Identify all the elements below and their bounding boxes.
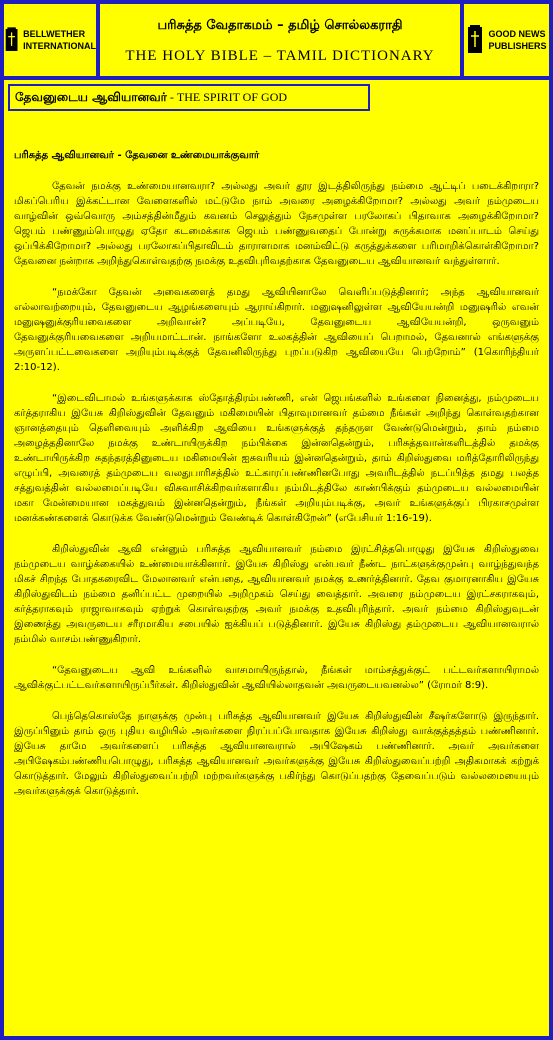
title-tamil: பரிசுத்த வேதாகமம் – தமிழ் சொல்லகராதி	[157, 18, 403, 33]
section-title-tamil: தேவனுடைய ஆவியானவர்	[15, 90, 167, 104]
section-title-box	[8, 84, 370, 111]
bellwether-logo	[4, 4, 96, 76]
paragraph: கிறிஸ்துவின் ஆவி என்னும் பரிசுத்த ஆவியானவர் நம்மை இரட்சித்தபொழுது இயேசு கிறிஸ்துவை நம்முடைய வாழ்க்கையில் உண்மையாக்கினார். இயேசு கிறிஸ்து என்பவர் நீண்ட நாட்களுக்குமுன்பு வாழ்ந்துவந்த மிகச் சிறந்த போதகரைவிட மேலானவர் என்பதை, ஆவியானவர் நமக்கு உணர்த்தினார். தேவ குமாரனாகிய இயேசு கிறிஸ்துவிடம் நம்மை தனிப்பட்ட முறையில் அறிமுகம் செய்து வைத்தார். அவரை நம்முடைய இரட்சகராகவும், கர்த்தராகவும் ராஜாவாகவும் ஏற்றுக் கொள்வதற்கு அவர் நமக்கு உதவிபுரிந்தார். அவர் நம்மை கிறிஸ்துவுடன் இணைத்து அவருடைய சரீரமாகிய சபையில் ஐக்கியப் படுத்தினார். இயேசு கிறிஸ்து தம்முடைய ஆவியானவரால் நம்மில் வாசம்பண்ணுகிறார்.	[14, 544, 539, 645]
good-news-logo-text	[488, 28, 546, 52]
article-subheading: பரிசுத்த ஆவியானவர் - தேவனை உண்மையாக்குவார்	[14, 150, 260, 161]
section-title-english: - THE SPIRIT OF GOD	[166, 90, 288, 104]
book-icon	[4, 23, 19, 57]
logo-line-1: GOOD NEWS	[488, 29, 546, 39]
main-content	[4, 80, 549, 1036]
scripture-quote: “நமக்கோ தேவன் அவைகளைத் தமது ஆவியினாலே வெளிப்படுத்தினார்; அந்த ஆவியானவர் எல்லாவற்றையும், தேவனுடைய ஆழங்களையும் ஆராய்கிறார். மனுஷனிலுள்ள ஆவியேயன்றி மனுஷரில் எவன் மனுஷனுக்குரியவைகளை அறிவான்? அப்படியே, தேவனுடைய ஆவியேயன்றி, ஒருவனும் தேவனுக்குரியவைகளை அறியமாட்டான். நாங்களோ உலகத்தின் ஆவியைப் பெறாமல், தேவனால் எங்களுக்கு அருளப்பட்டவைகளை அறியும்படிக்குத் தேவனிலிருந்து புறப்படுகிற ஆவியையே பெற்றோம்” (1கொரிந்தியர் 2:10-12).	[14, 287, 539, 373]
logo-line-2: INTERNATIONAL	[23, 41, 96, 51]
paragraph: பெந்தெகொஸ்தே நாளுக்கு முன்பு பரிசுத்த ஆவியானவர் இயேசு கிறிஸ்துவின் சீஷர்களோடு இருந்தார். இருப்பினும் தாம் ஒரு புதிய வழியில் அவர்களை நிரப்பப்போவதாக இயேசு கிறிஸ்து வாக்குத்தத்தம் பண்ணினார். இயேசு தாமே அவர்களைப் பரிசுத்த ஆவியானவரால் அபிஷேகம் பண்ணினார். அவர் அவர்களை அபிஷேகம்பண்ணியபொழுது, பரிசுத்த ஆவியானவர் அவர்களுக்கு இயேசு கிறிஸ்துவைப்பற்றி அதிகமாகக் கற்றுக் கொடுத்தார். மேலும் கிறிஸ்துவைப்பற்றி மற்றவர்களுக்கு பகிர்ந்து கொடுப்பதற்கு தேவைப்படும் வல்லமையையும் அவர்களுக்குக் கொடுத்தார்.	[14, 711, 539, 797]
bellwether-logo-text	[23, 28, 96, 52]
scripture-quote: “தேவனுடைய ஆவி உங்களில் வாசமாயிருந்தால், நீங்கள் மாம்சத்துக்குட் பட்டவர்களாயிராமல் ஆவிக்குட்பட்டவர்களாயிருப்பீர்கள். கிறிஸ்துவின் ஆவியில்லாதவன் அவருடையவனல்ல” (ரோமர் 8:9).	[14, 665, 539, 691]
title-english: THE HOLY BIBLE – TAMIL DICTIONARY	[125, 48, 435, 64]
good-news-logo	[464, 4, 549, 76]
logo-line-2: PUBLISHERS	[488, 41, 547, 51]
article-body	[14, 148, 539, 815]
paragraph: தேவன் நமக்கு உண்மையானவரா? அல்லது அவர் தூர இடத்திலிருந்து நம்மை ஆட்டிப் படைக்கிறாரா? மிகப்பெரிய இக்கட்டான வேளைகளில் மட்டுமே நாம் அவரை அழைக்கிறோமா? அல்லது அவர் நம்முடைய வாழ்வின் ஒவ்வொரு அம்சத்தின்மீதும் கவனம் செலுத்தும் நேசமுள்ள பரலோகப் பிதாவாக அழைக்கிறோமா? ஜெபம் பண்ணும்பொழுது ஏதோ கடமைக்காக ஜெபம் பண்ணுவதைப் போன்று சுருக்கமாக மனப்பாடம் செய்து ஒப்பிக்கிறோமா? அல்லது பரலோகப்பிதாவிடம் தாராளமாக மனம்விட்டு கருத்துக்களை பரிமாறிக்கொள்கிறோமா? தேவனை நன்றாக அறிந்துகொள்வதற்கு நமக்கு உதவிபுரிவதற்காக தேவனுடைய ஆவியானவர் வந்துள்ளார்.	[14, 181, 539, 267]
book-icon	[466, 23, 484, 57]
logo-line-1: BELLWETHER	[23, 29, 86, 39]
header-title-box	[100, 4, 460, 76]
scripture-quote: “இடைவிடாமல் உங்களுக்காக ஸ்தோத்திரம்பண்ணி, என் ஜெபங்களில் உங்களை நினைத்து, நம்முடைய கர்த்தராகிய இயேசு கிறிஸ்துவின் தேவனும் மகிமையின் பிதாவுமானவர் தம்மை நீங்கள் அறிந்து கொள்வதற்கான ஞானத்தையும் தெளிவையும் அளிக்கிற ஆவியை உங்களுக்குத் தந்தருள வேண்டுமென்றும், தாம் நம்மை அழைத்ததினாலே நமக்கு உண்டாயிருக்கிற நம்பிக்கை இன்னதென்றும், பரிசுத்தவான்களிடத்தில் தமக்கு உண்டாயிருக்கிற சுதந்தரத்தினுடைய மகிமையின் ஐசுவரியம் இன்னதென்றும், தாம் கிறிஸ்துவை மரித்தோரிலிருந்து எழுப்பி, அவரைத் தம்முடைய வலதுபாரிசத்தில் உட்காரப்பண்ணினபோது அவரிடத்தில் நடப்பித்த தமது பலத்த சத்துவத்தின் வல்லமைப்படியே விசுவாசிக்கிறவர்களாகிய நம்மிடத்திலே காண்பிக்கும் தம்முடைய வல்லமையின் மகா மேன்மையான மகத்துவம் இன்னதென்றும், நீங்கள் அறியும்படிக்கு, அவர் உங்களுக்குப் பிரகாசமுள்ள மனக்கண்களைக் கொடுக்க வேண்டுமென்றும் வேண்டிக் கொள்கிறேன்” (எபேசியர் 1:16-19).	[14, 393, 539, 524]
